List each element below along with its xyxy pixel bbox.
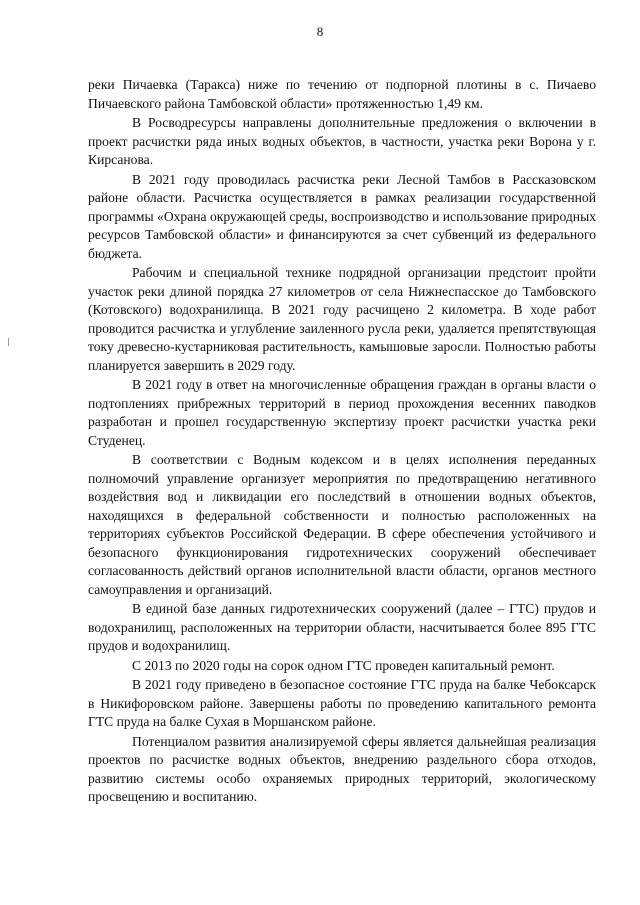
- page-number: 8: [316, 24, 324, 39]
- paragraph-capital-repair: С 2013 по 2020 годы на сорок одном ГТС проведен капитальный ремонт.: [132, 657, 555, 673]
- paragraph-contractor-works: Рабочим и специальной технике подрядной организации предстоит пройти участок реки длиной порядка 27 километров от села Нижнеспасское до Тамбовского (Котовского) водохранилища. В 2021 году расчищено 2 километра. В ходе работ проводится расчистка и углубление заиленного русла реки, удаляется препятствующая току древесно-кустарниковая растительность, камышовые заросли. Полностью работы планируется завершить в 2029 году.: [88, 265, 596, 373]
- paragraph-studenets-project: В 2021 году в ответ на многочисленные обращения граждан в органы власти о подтоплениях прибрежных территорий в период прохождения весенних паводков разработан и прошел государственную экспертизу проект расчистки участка реки Студенец.: [88, 377, 596, 448]
- paragraph-water-code: В соответствии с Водным кодексом и в целях исполнения переданных полномочий управление организует мероприятия по предотвращению негативного воздействия вод и ликвидации его последствий в отношении водных объектов, находящихся в федеральной собственности и полностью расположенных на территориях субъектов Российской Федерации. В сфере обеспечения устойчивого и безопасного функционирования гидротехнических сооружений обеспечивает согласованность действий органов исполнительной власти области, органов местного самоуправления и организаций.: [88, 452, 596, 597]
- margin-mark: [8, 338, 9, 346]
- paragraph-2021-safety: В 2021 году приведено в безопасное состояние ГТС пруда на балке Чебоксарск в Никифоровском районе. Завершены работы по проведению капитального ремонта ГТС пруда на балке Сухая в Моршанском районе.: [88, 677, 596, 729]
- paragraph-lesnoy-tambov: В 2021 году проводилась расчистка реки Лесной Тамбов в Рассказовском районе области. Расчистка осуществляется в рамках реализации государственной программы «Охрана окружающей среды, воспроизводство и использование природных ресурсов Тамбовской области» и финансируются за счет субвенций из федерального бюджета.: [88, 171, 596, 261]
- body-text: [88, 76, 596, 807]
- paragraph-gts-database: В единой базе данных гидротехнических сооружений (далее – ГТС) прудов и водохранилищ, расположенных на территории области, насчитывается более 895 ГТС прудов и водохранилищ.: [88, 601, 596, 653]
- paragraph-rosvodresursy: В Росводресурсы направлены дополнительные предложения о включении в проект расчистки ряда иных водных объектов, в частности, участка реки Ворона у г. Кирсанова.: [88, 115, 596, 167]
- paragraph-development-potential: Потенциалом развития анализируемой сферы является дальнейшая реализация проектов по расчистке водных объектов, внедрению раздельного сбора отходов, развитию системы особо охраняемых природных территорий, экологическому просвещению и воспитанию.: [88, 733, 596, 804]
- paragraph-continuation: реки Пичаевка (Таракса) ниже по течению от подпорной плотины в с. Пичаево Пичаевского района Тамбовской области» протяженностью 1,49 км.: [88, 77, 596, 111]
